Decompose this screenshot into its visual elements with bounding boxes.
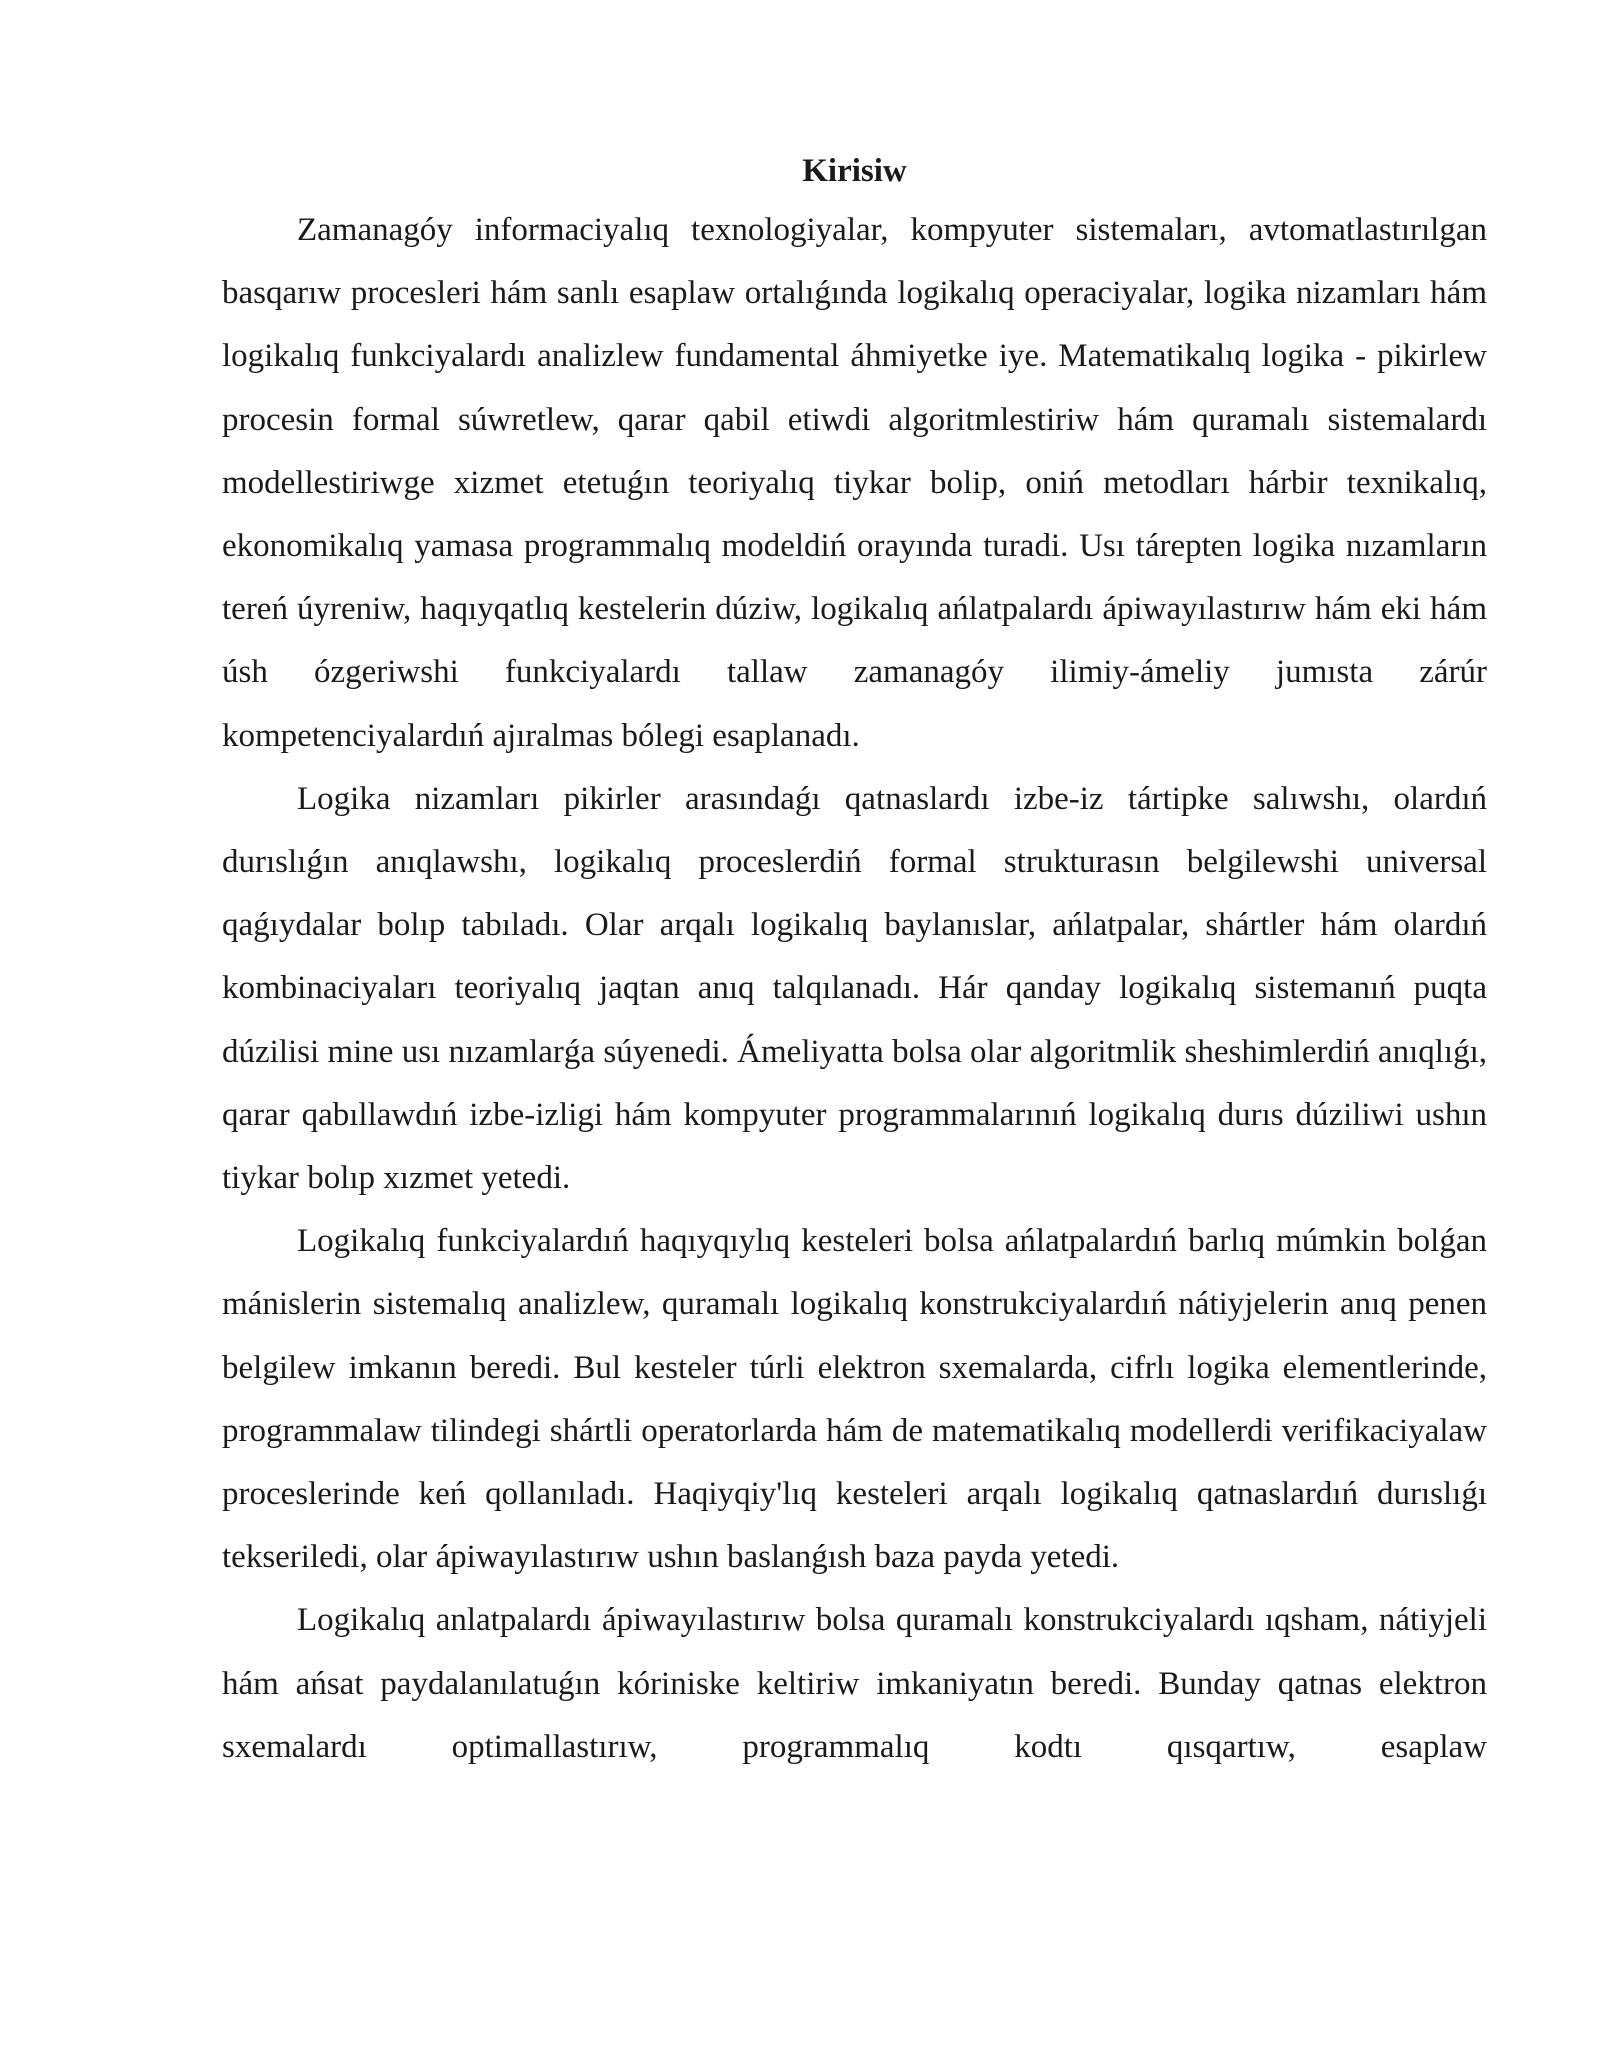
document-title: Kirisiw bbox=[802, 153, 907, 189]
paragraph-1: Zamanagóy informaciyalıq texnologiyalar, kompyuter sistemaları, avtomatlastırılgan basqarıw procesleri hám sanlı esaplaw ortalıǵında logikalıq operaciyalar, logika nizamları hám logikalıq funkciyalardı analizlew fundamental áhmiyetke iye. Matematikalıq logika - pikirlew procesin formal súwretlew, qarar qabil etiwdi algoritmlestiriw hám quramalı sistemalardı modellestiriwge xizmet etetuǵın teoriyalıq tiykar bolip, oniń metodları hárbir texnikalıq, ekonomikalıq yamasa programmalıq modeldiń orayında turadi. Usı tárepten logika nızamların tereń úyreniw, haqıyqatlıq kestelerin dúziw, logikalıq ańlatpalardı ápiwayılastırıw hám eki hám úsh ózgeriwshi funkciyalardı tallaw zamanagóy ilimiy-ámeliy jumısta zárúr kompetenciyalardıń ajıralmas bólegi esaplanadı. bbox=[222, 212, 1487, 754]
document-body bbox=[222, 148, 1487, 1779]
paragraph-4: Logikalıq anlatpalardı ápiwayılastırıw bolsa quramalı konstrukciyalardı ıqsham, nátiyjeli hám ańsat paydalanılatuǵın kóriniske keltiriw imkaniyatın beredi. Bunday qatnas elektron sxemalardı optimallastırıw, programmalıq kodtı qısqartıw, esaplaw bbox=[222, 1602, 1487, 1765]
paragraph-3: Logikalıq funkciyalardıń haqıyqıylıq kesteleri bolsa ańlatpalardıń barlıq múmkin bolǵan mánislerin sistemalıq analizlew, quramalı logikalıq konstrukciyalardıń nátiyjelerin anıq penen belgilew imkanın beredi. Bul kesteler túrli elektron sxemalarda, cifrlı logika elementlerinde, programmalaw tilindegi shártli operatorlarda hám de matematikalıq modellerdi verifikaciyalaw proceslerinde keń qollanıladı. Haqiyqiy'lıq kesteleri arqalı logikalıq qatnaslardıń durıslıǵı tekseriledi, olar ápiwayılastırıw ushın baslanǵısh baza payda yetedi. bbox=[222, 1223, 1487, 1576]
paragraph-2: Logika nizamları pikirler arasındaǵı qatnaslardı izbe-iz tártipke salıwshı, olardıń durıslıǵın anıqlawshı, logikalıq proceslerdiń formal strukturasın belgilewshi universal qaǵıydalar bolıp tabıladı. Olar arqalı logikalıq baylanıslar, ańlatpalar, shártler hám olardıń kombinaciyaları teoriyalıq jaqtan anıq talqılanadı. Hár qanday logikalıq sistemanıń puqta dúzilisi mine usı nızamlarǵa súyenedi. Ámeliyatta bolsa olar algoritmlik sheshimlerdiń anıqlıǵı, qarar qabıllawdıń izbe-izligi hám kompyuter programmalarınıń logikalıq durıs dúziliwi ushın tiykar bolıp xızmet yetedi. bbox=[222, 780, 1487, 1197]
